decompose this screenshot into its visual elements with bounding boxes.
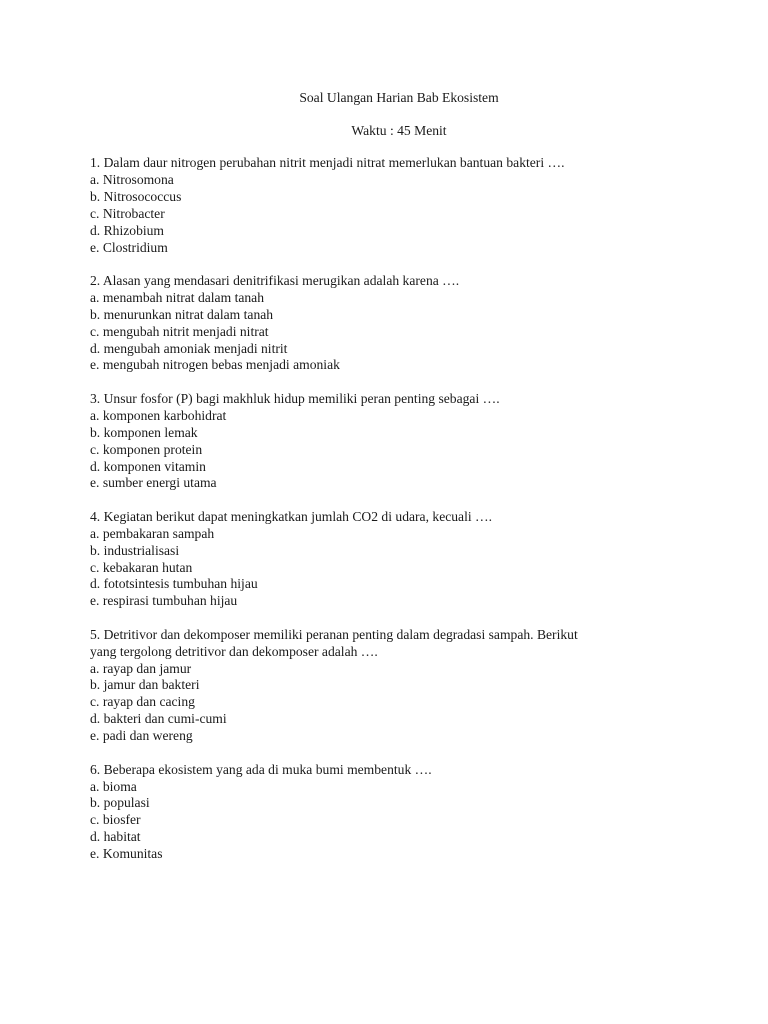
answer-option-d: d. bakteri dan cumi-cumi: [90, 711, 227, 727]
answer-option-b: b. industrialisasi: [90, 542, 180, 558]
question-stem: 4. Kegiatan berikut dapat meningkatkan jumlah CO2 di udara, kecuali ….: [90, 508, 493, 524]
answer-option-b: b. jamur dan bakteri: [90, 677, 200, 693]
question-4: [90, 509, 690, 610]
question-2: [90, 273, 690, 374]
answer-option-d: d. Rhizobium: [90, 222, 165, 238]
answer-option-d: d. mengubah amoniak menjadi nitrit: [90, 340, 288, 356]
time-limit: Waktu : 45 Menit: [351, 123, 447, 138]
answer-option-b: b. populasi: [90, 795, 150, 811]
answer-option-e: e. Komunitas: [90, 846, 163, 862]
answer-option-e: e. sumber energi utama: [90, 475, 217, 491]
answer-option-c: c. biosfer: [90, 812, 141, 828]
answer-option-a: a. bioma: [90, 778, 137, 794]
question-list: [90, 155, 690, 880]
answer-option-b: b. menurunkan nitrat dalam tanah: [90, 306, 274, 322]
question-stem-continued: yang tergolong detritivor dan dekomposer adalah ….: [90, 643, 378, 659]
answer-option-d: d. habitat: [90, 829, 141, 845]
answer-option-c: c. komponen protein: [90, 441, 203, 457]
question-stem: 3. Unsur fosfor (P) bagi makhluk hidup memiliki peran penting sebagai ….: [90, 390, 500, 406]
answer-option-c: c. mengubah nitrit menjadi nitrat: [90, 323, 269, 339]
answer-option-c: c. kebakaran hutan: [90, 559, 193, 575]
question-6: [90, 762, 690, 863]
answer-option-b: b. komponen lemak: [90, 424, 198, 440]
question-1: [90, 155, 690, 256]
question-stem: 6. Beberapa ekosistem yang ada di muka bumi membentuk ….: [90, 761, 432, 777]
answer-option-a: a. menambah nitrat dalam tanah: [90, 289, 265, 305]
answer-option-e: e. padi dan wereng: [90, 728, 193, 744]
document-title: Soal Ulangan Harian Bab Ekosistem: [299, 90, 499, 105]
question-stem: 5. Detritivor dan dekomposer memiliki peranan penting dalam degradasi sampah. Berikut: [90, 626, 578, 642]
answer-option-a: a. rayap dan jamur: [90, 660, 192, 676]
answer-option-e: e. Clostridium: [90, 239, 168, 255]
answer-option-b: b. Nitrosococcus: [90, 188, 182, 204]
question-5: [90, 627, 690, 745]
answer-option-e: e. mengubah nitrogen bebas menjadi amoniak: [90, 357, 340, 373]
question-stem: 2. Alasan yang mendasari denitrifikasi merugikan adalah karena ….: [90, 272, 460, 288]
answer-option-d: d. fototsintesis tumbuhan hijau: [90, 576, 258, 592]
answer-option-d: d. komponen vitamin: [90, 458, 206, 474]
question-stem: 1. Dalam daur nitrogen perubahan nitrit menjadi nitrat memerlukan bantuan bakteri ….: [90, 155, 565, 170]
answer-option-a: a. Nitrosomona: [90, 171, 174, 187]
answer-option-c: c. rayap dan cacing: [90, 694, 195, 710]
question-3: [90, 391, 690, 492]
answer-option-e: e. respirasi tumbuhan hijau: [90, 593, 238, 609]
answer-option-c: c. Nitrobacter: [90, 205, 165, 221]
answer-option-a: a. pembakaran sampah: [90, 525, 215, 541]
answer-option-a: a. komponen karbohidrat: [90, 407, 227, 423]
